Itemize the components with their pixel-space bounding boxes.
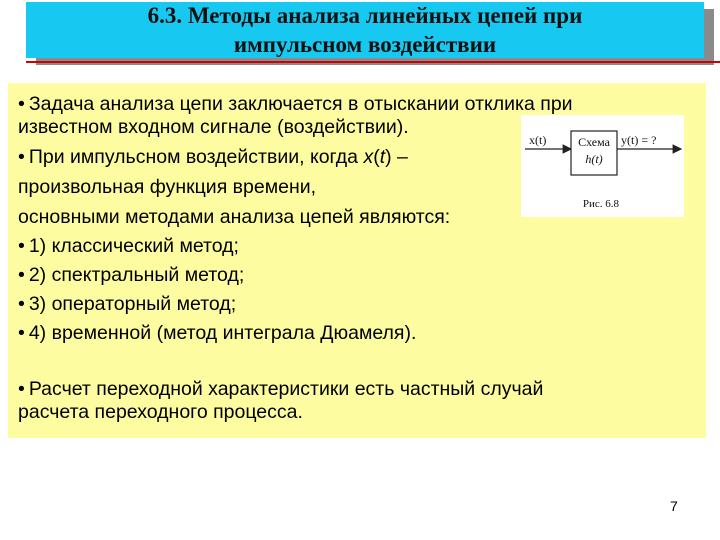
method-text-1: 1) классический метод; [28,235,239,257]
item2-text-3: основными методами анализа цепей являются: [18,206,451,228]
title-underline [26,61,720,63]
bullet-4: • [18,264,25,286]
figure-6-8 [521,115,684,217]
bullet-7: • [18,378,25,400]
item1-line-2 [18,116,409,138]
item2-var-x: x [363,146,374,168]
item1-text-2: известном входном сигнале (воздействии). [18,116,409,138]
block-label-1: Схема [578,135,610,149]
slide-title-line-1: 6.3. Методы анализа линейных цепей при [147,3,583,28]
method-item-1 [18,235,239,257]
item2-line-3 [18,206,450,228]
method-item-2 [18,264,244,286]
item2-paren: ( [373,146,380,168]
block-label-2: h(t) [585,152,603,166]
item2-line-2 [18,176,316,198]
slide-title [148,1,583,59]
slide-title-line-2: импульсном воздействии [233,32,497,57]
item3-line-1 [18,378,543,400]
item3-text-2: расчета переходного процесса. [18,401,303,423]
item3-line-2 [18,401,303,423]
method-text-3: 3) операторный метод; [28,293,237,315]
item2-line-1 [18,146,408,168]
method-text-2: 2) спектральный метод; [28,264,245,286]
bullet-6: • [18,322,25,344]
method-item-3 [18,293,236,315]
item2-text-2: произвольная функция времени, [18,176,317,198]
output-label: y(t) = ? [621,133,657,147]
item1-text-1: Задача анализа цепи заключается в отыскании отклика при [28,93,573,115]
page-number: 7 [670,498,678,514]
item3-text-1: Расчет переходной характеристики есть частный случай [28,378,544,400]
item2-var-t: t [379,146,386,168]
title-banner [26,2,704,58]
item1-line-1 [18,93,573,115]
bullet-3: • [18,235,25,257]
method-text-4: 4) временной (метод интеграла Дюамеля). [28,322,417,344]
method-item-4 [18,322,416,344]
bullet-2: • [18,146,25,168]
input-label: x(t) [529,133,547,147]
item2-text-after: ) – [385,146,408,168]
block-diagram [521,115,684,217]
item2-text-before: При импульсном воздействии, когда [28,146,364,168]
bullet-5: • [18,293,25,315]
bullet-1: • [18,93,25,115]
figure-caption: Рис. 6.8 [582,198,620,210]
